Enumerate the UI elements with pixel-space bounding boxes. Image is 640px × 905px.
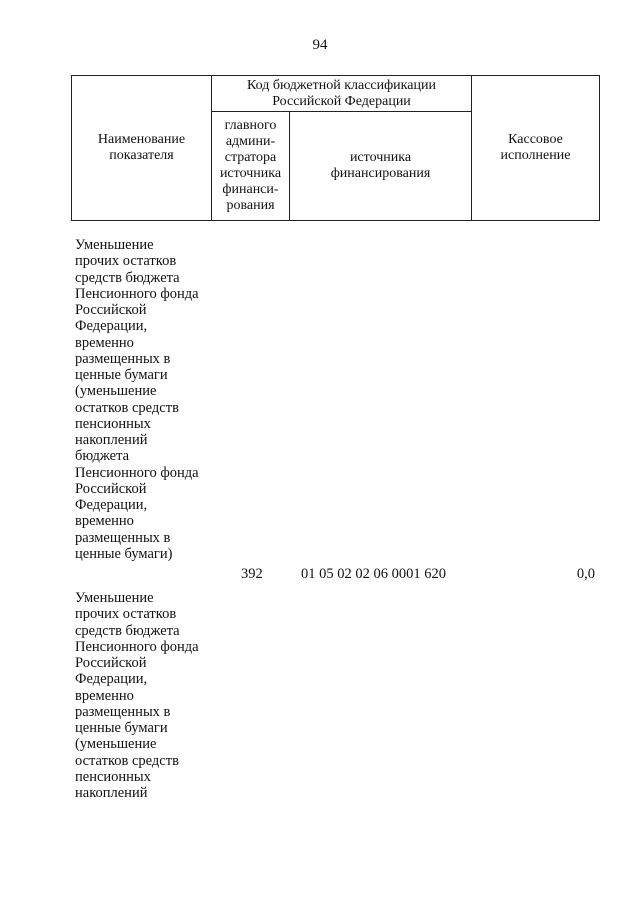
row-name: Уменьшение прочих остатков средств бюджета Пенсионного фонда Российской Федерации, временно размещенных в ценные бумаги (уменьшение остатков средств пенсионных накоплений — [75, 590, 199, 801]
row-name: Уменьшение прочих остатков средств бюджета Пенсионного фонда Российской Федерации, временно размещенных в ценные бумаги (уменьшение остатков средств пенсионных накоплений бюджета Пенсионного фонда Российской Федерации, временно размещенных в ценные бумаги) — [75, 237, 199, 562]
row-source-code: 01 05 02 02 06 0001 620 — [301, 566, 446, 582]
header-amount-column: Кассовое исполнение — [472, 76, 600, 221]
header-name-column: Наименование показателя — [72, 76, 212, 221]
row-amount: 0,0 — [576, 566, 595, 582]
row-admin-code: 392 — [241, 566, 263, 582]
header-source-column: источника финансирования — [290, 112, 472, 221]
header-admin-column: главного админи- стратора источника финанси- рования — [212, 112, 290, 221]
header-code-group: Код бюджетной классификации Российской Федерации — [212, 76, 472, 112]
page-number: 94 — [312, 37, 328, 53]
